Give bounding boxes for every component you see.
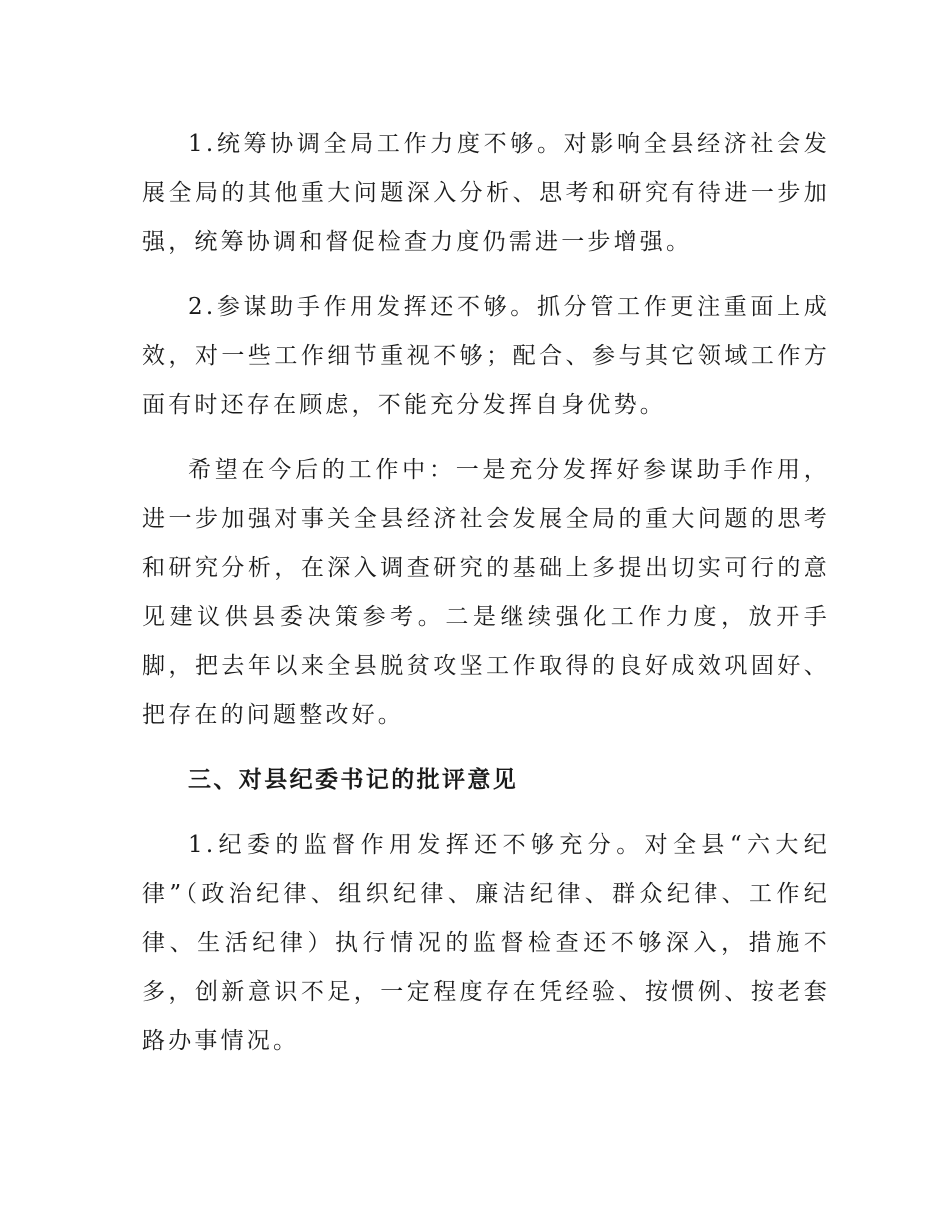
paragraph-advisory-role: 2.参谋助手作用发挥还不够。抓分管工作更注重面上成效，对一些工作细节重视不够；配合、参与其它领域工作方面有时还存在顾虑，不能充分发挥自身优势。	[142, 294, 830, 418]
document-body	[142, 120, 830, 1082]
paragraph-expectations: 希望在今后的工作中：一是充分发挥好参谋助手作用，进一步加强对事关全县经济社会发展全局的重大问题的思考和研究分析，在深入调查研究的基础上多提出切实可行的意见建议供县委决策参考。二是继续强化工作力度，放开手脚，把去年以来全县脱贫攻坚工作取得的良好成效巩固好、把存在的问题整改好。	[142, 457, 830, 728]
paragraph-supervision: 1.纪委的监督作用发挥还不够充分。对全县“六大纪律”（政治纪律、组织纪律、廉洁纪律、群众纪律、工作纪律、生活纪律）执行情况的监督检查还不够深入，措施不多，创新意识不足，一定程度存在凭经验、按惯例、按老套路办事情况。	[142, 832, 830, 1054]
paragraph-coordination: 1.统筹协调全局工作力度不够。对影响全县经济社会发展全局的其他重大问题深入分析、思考和研究有待进一步加强，统筹协调和督促检查力度仍需进一步增强。	[142, 131, 830, 255]
section-heading: 三、对县纪委书记的批评意见	[188, 767, 519, 793]
